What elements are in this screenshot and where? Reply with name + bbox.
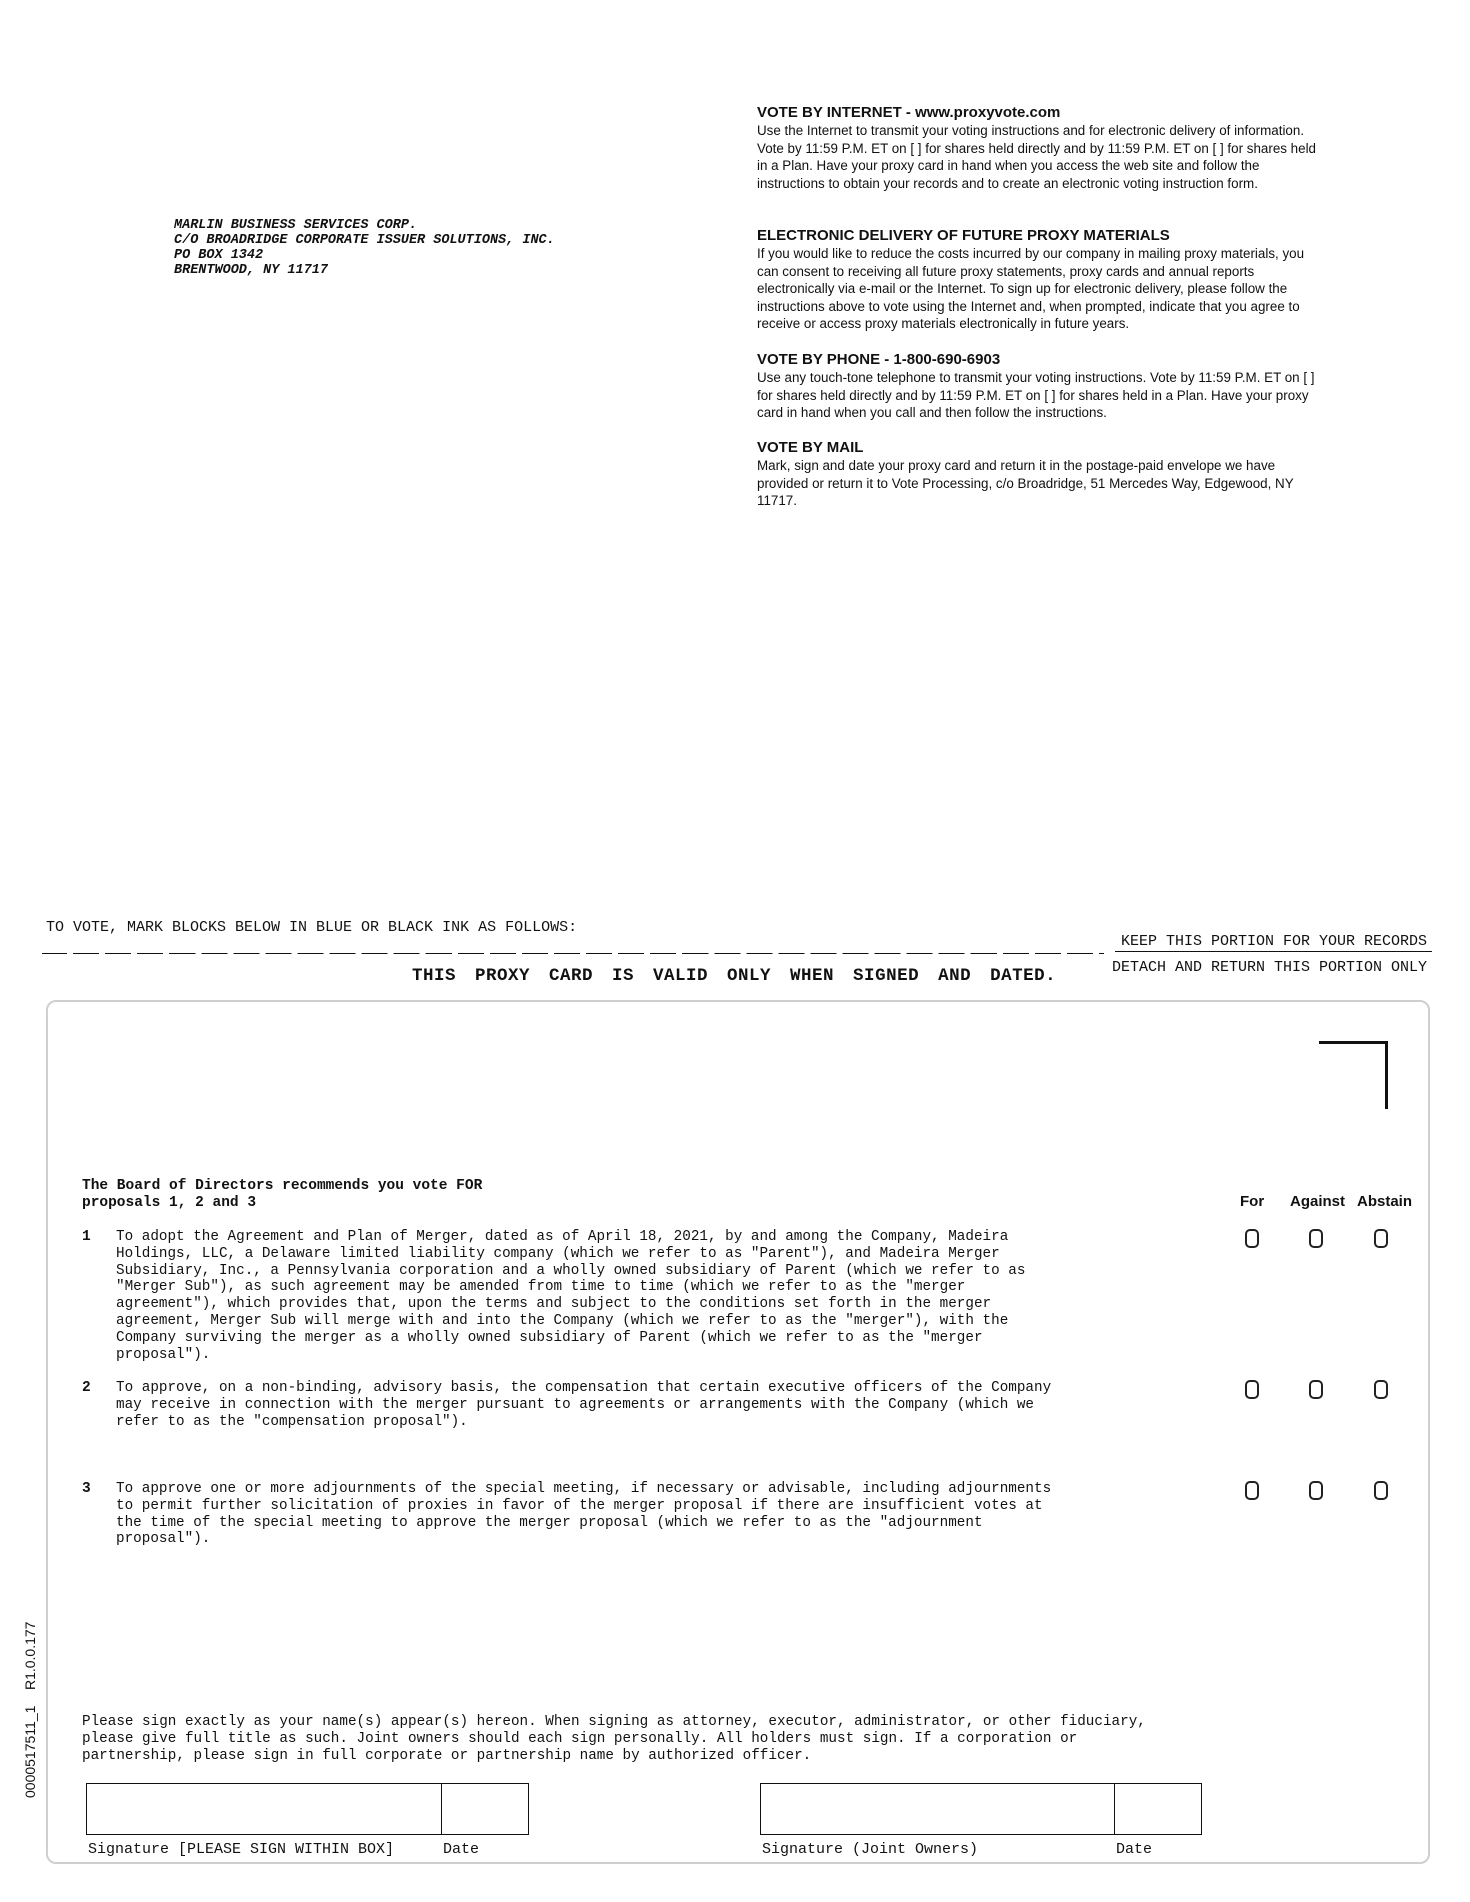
detach-portion-label: DETACH AND RETURN THIS PORTION ONLY	[1112, 959, 1428, 976]
column-header-for: For	[1240, 1193, 1265, 1210]
column-header-abstain: Abstain	[1357, 1193, 1413, 1210]
vote-by-mail-title: VOTE BY MAIL	[757, 439, 864, 456]
proposal-number: 3	[82, 1481, 91, 1497]
signature-instructions: Please sign exactly as your name(s) appear(s) hereon. When signing as attorney, executor, administrator, or other fiduciary, please give full title as such. Joint owners should each sign personally. All holders must sign. If a corporation or partnership, please sign in full corporate or partnership name by authorized officer.	[82, 1714, 1146, 1764]
date-label: Date	[443, 1841, 480, 1858]
marking-instructions: TO VOTE, MARK BLOCKS BELOW IN BLUE OR BLACK INK AS FOLLOWS:	[46, 919, 578, 936]
board-recommendation: The Board of Directors recommends you vote FOR proposals 1, 2 and 3	[82, 1178, 483, 1211]
proposal-text: To approve one or more adjournments of the special meeting, if necessary or advisable, including adjournments to permit further solicitation of proxies in favor of the merger proposal if there are insufficient votes at the time of the special meeting to approve the merger proposal (which we refer to as the "adjournment proposal").	[116, 1481, 1052, 1548]
electronic-delivery-section	[757, 227, 1329, 333]
keep-portion-label: KEEP THIS PORTION FOR YOUR RECORDS	[1121, 933, 1428, 950]
proposal-text: To approve, on a non-binding, advisory basis, the compensation that certain executive officers of the Company may receive in connection with the merger pursuant to agreements or arrangements with the Company (which we refer to as the "compensation proposal").	[116, 1380, 1052, 1430]
proposal-text: To adopt the Agreement and Plan of Merger, dated as of April 18, 2021, by and among the Company, Madeira Holdings, LLC, a Delaware limited liability company (which we refer to as "Parent"), and Madeira Merger Subsidiary, Inc., a Pennsylvania corporation and a wholly owned subsidiary of Parent (which we refer to as "Merger Sub"), as such agreement may be amended from time to time (which we refer to as the "merger agreement"), which provides that, upon the terms and subject to the conditions set forth in the merger agreement, Merger Sub will merge with and into the Company (which we refer to as the "merger"), with the Company surviving the merger as a wholly owned subsidiary of Parent (which we refer to as the "merger proposal").	[116, 1229, 1026, 1363]
signature-box[interactable]	[86, 1783, 442, 1835]
mailing-address	[174, 218, 555, 278]
vote-against-checkbox[interactable]	[1309, 1229, 1323, 1248]
vote-by-internet-section	[757, 104, 1329, 192]
joint-date-label: Date	[1116, 1841, 1153, 1858]
vote-abstain-checkbox[interactable]	[1374, 1380, 1388, 1399]
signature-label: Signature [PLEASE SIGN WITHIN BOX]	[88, 1841, 395, 1858]
vote-abstain-checkbox[interactable]	[1374, 1481, 1388, 1500]
electronic-delivery-body: If you would like to reduce the costs incurred by our company in mailing proxy materials, you can consent to receiving all future proxy statements, proxy cards and annual reports electronically via e-mail or the Internet. To sign up for electronic delivery, please follow the instructions above to vote using the Internet and, when prompted, indicate that you agree to receive or access proxy materials electronically in future years.	[757, 246, 1305, 331]
vote-by-internet-body: Use the Internet to transmit your voting instructions and for electronic delivery of information. Vote by 11:59 P.M. ET on [ ] for shares held directly and by 11:59 P.M. ET on [ ] for shares held in a Plan. Have your proxy card in hand when you access the web site and follow the instructions to obtain your records and to create an electronic voting instruction form.	[757, 123, 1317, 191]
registration-corner-mark	[1319, 1041, 1388, 1109]
vote-for-checkbox[interactable]	[1245, 1380, 1259, 1399]
proposal-number: 1	[82, 1229, 91, 1245]
validity-notice: THIS PROXY CARD IS VALID ONLY WHEN SIGNED AND DATED.	[412, 966, 1057, 986]
vote-against-checkbox[interactable]	[1309, 1380, 1323, 1399]
vote-for-checkbox[interactable]	[1245, 1229, 1259, 1248]
column-header-against: Against	[1290, 1193, 1346, 1210]
vote-by-phone-title: VOTE BY PHONE - 1-800-690-6903	[757, 351, 1001, 368]
vote-abstain-checkbox[interactable]	[1374, 1229, 1388, 1248]
vote-by-mail-body: Mark, sign and date your proxy card and return it in the postage-paid envelope we have provided or return it to Vote Processing, c/o Broadridge, 51 Mercedes Way, Edgewood, NY 11717.	[757, 458, 1294, 508]
vote-for-checkbox[interactable]	[1245, 1481, 1259, 1500]
electronic-delivery-title: ELECTRONIC DELIVERY OF FUTURE PROXY MATERIALS	[757, 227, 1170, 244]
vote-by-mail-section	[757, 439, 1329, 510]
address-line: MARLIN BUSINESS SERVICES CORP.	[174, 218, 418, 233]
joint-date-box[interactable]	[1114, 1783, 1202, 1835]
address-line: C/O BROADRIDGE CORPORATE ISSUER SOLUTIONS, INC.	[174, 233, 555, 248]
perforation-line	[42, 953, 1104, 954]
vote-by-phone-section	[757, 351, 1329, 422]
address-line: BRENTWOOD, NY 11717	[174, 263, 328, 278]
vote-against-checkbox[interactable]	[1309, 1481, 1323, 1500]
vote-by-phone-body: Use any touch-tone telephone to transmit your voting instructions. Vote by 11:59 P.M. ET on [ ] for shares held directly and by 11:59 P.M. ET on [ ] for shares held in a Plan. Have your proxy card in hand when you call and then follow the instructions.	[757, 370, 1315, 420]
keep-portion-divider	[1115, 951, 1432, 952]
address-line: PO BOX 1342	[174, 248, 264, 263]
joint-signature-label: Signature (Joint Owners)	[762, 1841, 979, 1858]
date-box[interactable]	[441, 1783, 529, 1835]
vote-by-internet-title: VOTE BY INTERNET - www.proxyvote.com	[757, 104, 1061, 121]
proposal-number: 2	[82, 1380, 91, 1396]
document-control-code: 0000517511_1 R1.0.0.177	[22, 1621, 38, 1798]
joint-signature-box[interactable]	[760, 1783, 1115, 1835]
